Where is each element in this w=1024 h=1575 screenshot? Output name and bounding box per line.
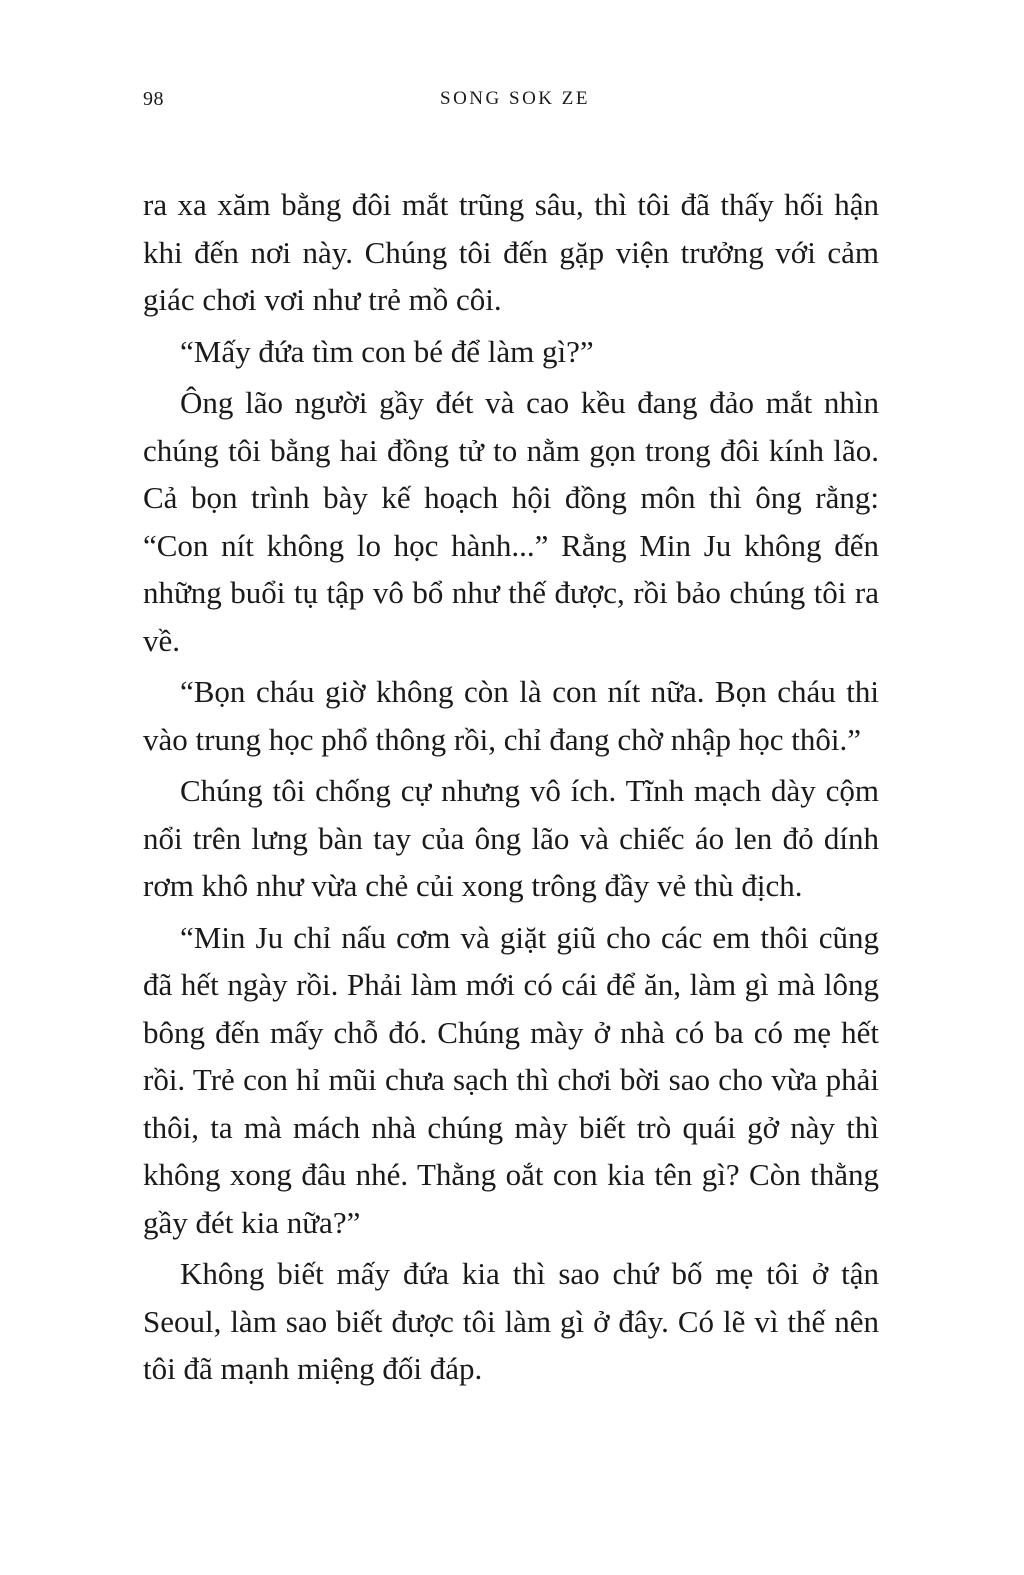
paragraph: “Bọn cháu giờ không còn là con nít nữa. Bọn cháu thi vào trung học phổ thông rồi, chỉ đang chờ nhập học thôi.” [143, 674, 879, 757]
body-text [143, 181, 879, 1397]
page-number: 98 [143, 88, 164, 110]
paragraph: Không biết mấy đứa kia thì sao chứ bố mẹ tôi ở tận Seoul, làm sao biết được tôi làm gì ở đây. Có lẽ vì thế nên tôi đã mạnh miệng đối đáp. [143, 1256, 879, 1386]
paragraph: ra xa xăm bằng đôi mắt trũng sâu, thì tôi đã thấy hối hận khi đến nơi này. Chúng tôi đến gặp viện trưởng với cảm giác chơi vơi như trẻ mồ côi. [143, 187, 879, 317]
paragraph: Ông lão người gầy đét và cao kều đang đảo mắt nhìn chúng tôi bằng hai đồng tử to nằm gọn trong đôi kính lão. Cả bọn trình bày kế hoạch hội đồng môn thì ông rằng: “Con nít không lo học hành...” Rằng Min Ju không đến những buổi tụ tập vô bổ như thế được, rồi bảo chúng tôi ra về. [143, 385, 879, 658]
running-head-author: SONG SOK ZE [440, 88, 590, 109]
paragraph: “Mấy đứa tìm con bé để làm gì?” [180, 333, 594, 369]
page-header [143, 88, 879, 118]
paragraph: Chúng tôi chống cự nhưng vô ích. Tĩnh mạch dày cộm nổi trên lưng bàn tay của ông lão và chiếc áo len đỏ dính rơm khô như vừa chẻ củi xong trông đầy vẻ thù địch. [143, 773, 879, 903]
paragraph: “Min Ju chỉ nấu cơm và giặt giũ cho các em thôi cũng đã hết ngày rồi. Phải làm mới có cái để ăn, làm gì mà lông bông đến mấy chỗ đó. Chúng mày ở nhà có ba có mẹ hết rồi. Trẻ con hỉ mũi chưa sạch thì chơi bời sao cho vừa phải thôi, ta mà mách nhà chúng mày biết trò quái gở này thì không xong đâu nhé. Thằng oắt con kia tên gì? Còn thằng gầy đét kia nữa?” [143, 919, 879, 1240]
